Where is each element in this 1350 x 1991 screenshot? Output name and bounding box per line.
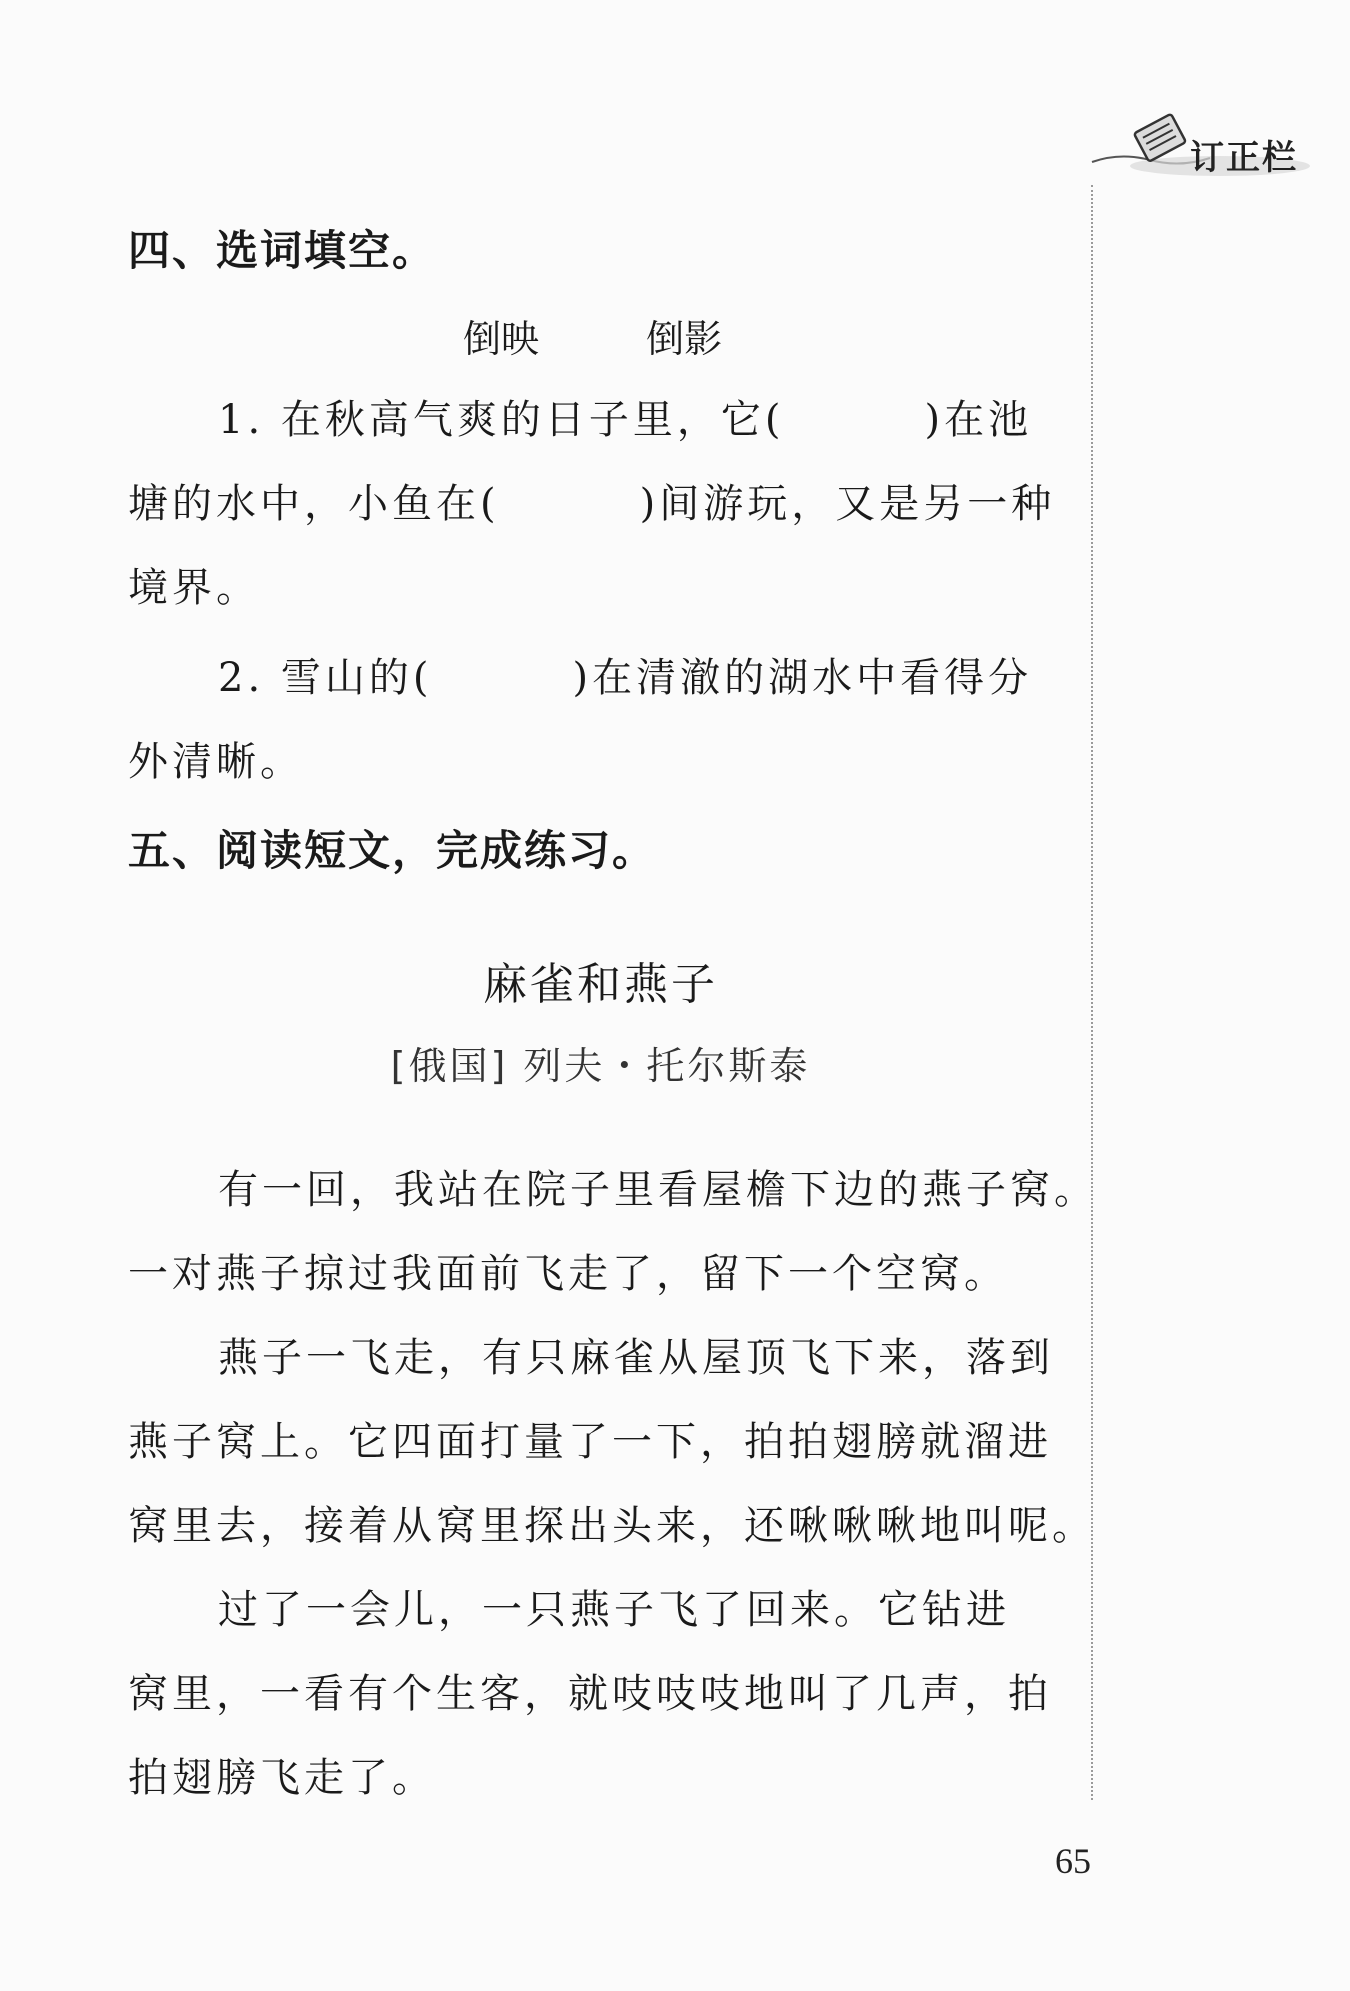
correction-column-label: 订正栏 — [1190, 138, 1298, 178]
question-2-line-2: 外清晰。 — [128, 739, 304, 785]
paragraph-line: 窝里去，接着从窝里探出头来，还啾啾啾地叫呢。 — [128, 1503, 1096, 1549]
story-author: [俄国] 列夫・托尔斯泰 — [390, 1044, 811, 1088]
question-1-line-2: 塘的水中，小鱼在( )间游玩，又是另一种 — [128, 481, 1056, 527]
story-title: 麻雀和燕子 — [483, 959, 718, 1010]
paragraph-line: 过了一会儿，一只燕子飞了回来。它钻进 — [218, 1587, 1010, 1633]
paragraph-line: 燕子窝上。它四面打量了一下，拍拍翅膀就溜进 — [128, 1419, 1052, 1465]
word-choices — [463, 308, 722, 363]
question-2-line-1: 2. 雪山的( )在清澈的湖水中看得分 — [218, 655, 1033, 701]
question-1-line-1: 1. 在秋高气爽的日子里，它( )在池 — [218, 397, 1033, 443]
word-choice-1: 倒映 — [463, 317, 540, 361]
paragraph-line: 有一回，我站在院子里看屋檐下边的燕子窝。 — [218, 1167, 1098, 1213]
page-number: 65 — [1055, 1841, 1091, 1881]
question-1 — [128, 378, 1073, 630]
section-4-heading: 四、选词填空。 — [128, 226, 437, 275]
question-1-line-3: 境界。 — [128, 565, 260, 611]
paragraph-line: 窝里，一看有个生客，就吱吱吱地叫了几声，拍 — [128, 1671, 1052, 1717]
correction-column-header — [1090, 100, 1330, 190]
margin-divider — [1091, 185, 1093, 1800]
section-5-heading: 五、阅读短文，完成练习。 — [128, 826, 657, 875]
paragraph-line: 燕子一飞走，有只麻雀从屋顶飞下来，落到 — [218, 1335, 1054, 1381]
story-paragraph-1 — [128, 1148, 1098, 1316]
question-2 — [128, 636, 1073, 804]
story-paragraph-3 — [128, 1568, 1073, 1820]
story-paragraph-2 — [128, 1316, 1096, 1568]
paragraph-line: 一对燕子掠过我面前飞走了，留下一个空窝。 — [128, 1251, 1008, 1297]
paragraph-line: 拍翅膀飞走了。 — [128, 1755, 436, 1801]
word-choice-2: 倒影 — [646, 317, 723, 361]
